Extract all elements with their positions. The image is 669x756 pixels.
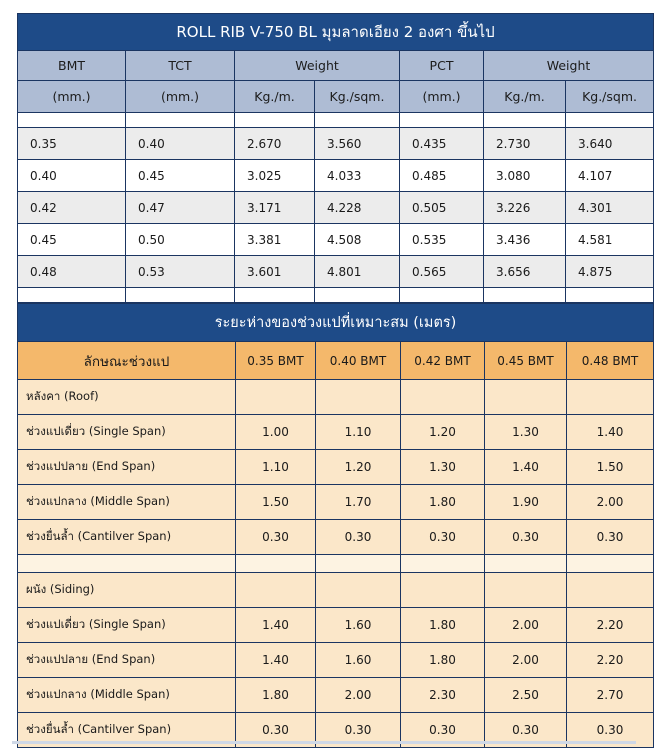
header-row [18,51,654,81]
cell: 0.30 [236,713,316,748]
cell: 1.40 [567,415,654,450]
unit-tct: (mm.) [126,81,235,113]
table-row [18,678,654,713]
col-header-040: 0.40 BMT [316,342,401,380]
table-row [18,450,654,485]
cell: 4.801 [315,256,400,288]
cell: 2.00 [485,608,567,643]
product-title: ROLL RIB V-750 BL มุมลาดเอียง 2 องศา ขึ้นไป [18,14,654,51]
table-row [18,160,654,192]
cell: 0.45 [18,224,126,256]
table-row [18,128,654,160]
cell: 4.581 [566,224,654,256]
cell: 3.601 [235,256,315,288]
table-row [18,520,654,555]
row-label: ช่วงแปปลาย (End Span) [18,450,236,485]
cell: 0.48 [18,256,126,288]
cell: 3.640 [566,128,654,160]
spec-sheet [17,13,653,751]
section-row-roof [18,380,654,415]
row-label: ช่วงยื่นล้ำ (Cantilver Span) [18,713,236,748]
cell: 0.30 [236,520,316,555]
cell: 3.025 [235,160,315,192]
cell: 0.35 [18,128,126,160]
cell: 1.30 [401,450,485,485]
unit-kg-m: Kg./m. [235,81,315,113]
roll-rib-weights-table [17,13,654,303]
table-title-row [18,14,654,51]
cell: 0.30 [401,713,485,748]
cell: 0.30 [567,713,654,748]
cell: 2.20 [567,643,654,678]
unit-kg-sqm: Kg./sqm. [315,81,400,113]
table-row [18,608,654,643]
cell: 1.40 [236,608,316,643]
unit-kg-sqm-2: Kg./sqm. [566,81,654,113]
row-label: ช่วงแปเดี่ยว (Single Span) [18,415,236,450]
cell: 0.485 [400,160,484,192]
col-header-tct: TCT [126,51,235,81]
row-label: ช่วงแปกลาง (Middle Span) [18,678,236,713]
cell: 1.10 [236,450,316,485]
table-row [18,224,654,256]
cell: 0.30 [485,520,567,555]
cell: 1.20 [401,415,485,450]
col-header-035: 0.35 BMT [236,342,316,380]
cell: 2.50 [485,678,567,713]
cell: 1.50 [567,450,654,485]
row-label: ช่วงแปเดี่ยว (Single Span) [18,608,236,643]
cell: 1.70 [316,485,401,520]
cell: 2.00 [567,485,654,520]
cell: 1.80 [401,608,485,643]
row-label: ช่วงแปกลาง (Middle Span) [18,485,236,520]
cell: 0.40 [126,128,235,160]
section-row-siding [18,573,654,608]
cell: 0.30 [316,520,401,555]
cell: 3.436 [484,224,566,256]
row-label: ช่วงยื่นล้ำ (Cantilver Span) [18,520,236,555]
unit-kg-m-2: Kg./m. [484,81,566,113]
cell: 0.30 [567,520,654,555]
cell: 3.656 [484,256,566,288]
cell: 3.381 [235,224,315,256]
cell: 0.40 [18,160,126,192]
cell: 4.508 [315,224,400,256]
cell: 1.30 [485,415,567,450]
section-label-roof: หลังคา (Roof) [18,380,236,415]
cell: 0.565 [400,256,484,288]
cell: 1.50 [236,485,316,520]
cell: 1.20 [316,450,401,485]
cell: 2.00 [316,678,401,713]
cell: 2.20 [567,608,654,643]
cell: 1.80 [236,678,316,713]
cell: 1.80 [401,485,485,520]
cell: 1.90 [485,485,567,520]
cell: 2.730 [484,128,566,160]
purlin-spacing-table [17,303,654,748]
table-row [18,643,654,678]
cell: 0.30 [316,713,401,748]
col-header-045: 0.45 BMT [485,342,567,380]
cell: 1.40 [236,643,316,678]
table-row [18,415,654,450]
col-header-042: 0.42 BMT [401,342,485,380]
cell: 2.70 [567,678,654,713]
cell: 4.228 [315,192,400,224]
col-header-weight-2: Weight [484,51,654,81]
row-label: ช่วงแปปลาย (End Span) [18,643,236,678]
cell: 0.50 [126,224,235,256]
cell: 3.171 [235,192,315,224]
cell: 1.60 [316,608,401,643]
cell: 3.226 [484,192,566,224]
cell: 4.301 [566,192,654,224]
unit-pct: (mm.) [400,81,484,113]
cell: 0.30 [485,713,567,748]
col-header-weight: Weight [235,51,400,81]
cell: 4.875 [566,256,654,288]
table-row [18,485,654,520]
cell: 0.435 [400,128,484,160]
cell: 4.107 [566,160,654,192]
cell: 0.53 [126,256,235,288]
spacing-title-row [18,304,654,342]
cell: 2.00 [485,643,567,678]
cell: 0.30 [401,520,485,555]
spacer-row [18,113,654,128]
cell: 2.30 [401,678,485,713]
cell: 0.535 [400,224,484,256]
spacer-row [18,288,654,303]
section-label-siding: ผนัง (Siding) [18,573,236,608]
col-header-048: 0.48 BMT [567,342,654,380]
cell: 0.42 [18,192,126,224]
col-header-span-type: ลักษณะช่วงแป [18,342,236,380]
cell: 3.560 [315,128,400,160]
cell: 1.00 [236,415,316,450]
cell: 0.47 [126,192,235,224]
table-row [18,192,654,224]
header-unit-row [18,81,654,113]
col-header-bmt: BMT [18,51,126,81]
cell: 4.033 [315,160,400,192]
cell: 1.80 [401,643,485,678]
col-header-pct: PCT [400,51,484,81]
bottom-rule [12,741,636,744]
cell: 0.45 [126,160,235,192]
spacer-row [18,555,654,573]
cell: 1.60 [316,643,401,678]
cell: 0.505 [400,192,484,224]
cell: 2.670 [235,128,315,160]
cell: 3.080 [484,160,566,192]
spacing-header-row [18,342,654,380]
cell: 1.40 [485,450,567,485]
cell: 1.10 [316,415,401,450]
unit-bmt: (mm.) [18,81,126,113]
table-row [18,256,654,288]
spacing-title: ระยะห่างของช่วงแปที่เหมาะสม (เมตร) [18,304,654,342]
